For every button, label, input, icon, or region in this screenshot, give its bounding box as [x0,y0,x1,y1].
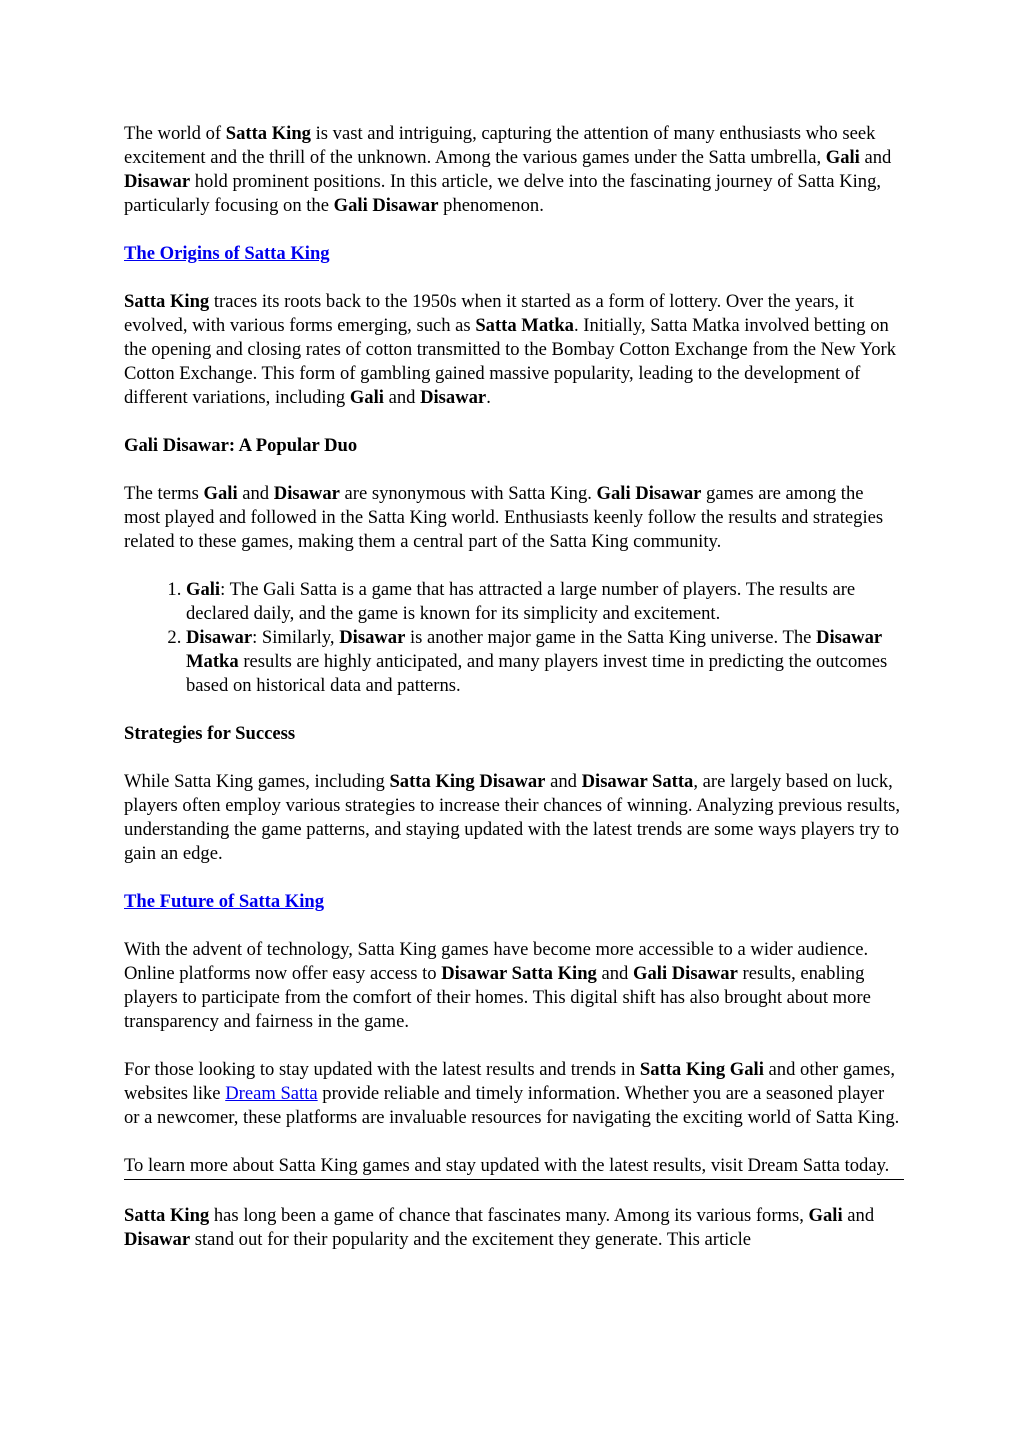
bold-term: Gali [349,387,384,408]
dream-satta-link[interactable]: Dream Satta [225,1083,318,1104]
intro-paragraph [124,122,904,218]
bold-term: Gali [808,1205,843,1226]
origins-heading-block [124,242,904,266]
resources-paragraph [124,1058,904,1130]
second-article-paragraph [124,1204,904,1252]
bold-term: Disawar Satta [581,771,694,792]
future-heading-block [124,890,904,914]
duo-heading: Gali Disawar: A Popular Duo [124,435,358,456]
future-heading-link[interactable]: The Future of Satta King [124,891,325,912]
text-run: and other games, websites like [124,1059,896,1104]
text-run: and [842,1205,875,1226]
text-run: hold prominent positions. In this article, we delve into the fascinating journey of Satta King, particularly focusing on the [124,171,882,216]
text-run: and [383,387,421,408]
origins-heading-link[interactable]: The Origins of Satta King [124,243,330,264]
strategies-heading: Strategies for Success [124,723,296,744]
text-run: results are highly anticipated, and many players invest time in predicting the outcomes based on historical data and patterns. [186,651,888,696]
text-run: . [486,387,491,408]
horizontal-divider [124,1179,904,1180]
bold-term: Gali [825,147,860,168]
text-run: : Similarly, [252,627,340,648]
text-run: : The Gali Satta is a game that has attracted a large number of players. The results are declared daily, and the game is known for its simplicity and excitement. [186,579,856,624]
text-run: games are among the most played and followed in the Satta King world. Enthusiasts keenly follow the results and strategies related to these games, making them a central part of the Satta King community. [124,483,884,552]
games-list [124,578,904,698]
text-run: With the advent of technology, Satta King games have become more accessible to a wider audience. Online platforms now offer easy access to [124,939,869,984]
text-run: , are largely based on luck, players often employ various strategies to increase their chances of winning. Analyzing previous results, understanding the game patterns, and staying updated with the latest trends are some ways players try to gain an edge. [124,771,901,864]
text-run: The terms [124,483,204,504]
future-paragraph [124,938,904,1034]
text-run: and [545,771,582,792]
text-run: The world of [124,123,226,144]
bold-term: Disawar [186,627,253,648]
text-run: results, enabling players to participate from the comfort of their homes. This digital shift has also brought about more transparency and fairness in the game. [124,963,871,1032]
bold-term: Gali [203,483,238,504]
bold-term: Disawar [124,171,191,192]
text-run: phenomenon. [438,195,544,216]
text-run: provide reliable and timely information. Whether you are a seasoned player or a newcomer, these platforms are invaluable resources for navigating the exciting world of Satta King. [124,1083,900,1128]
text-run: For those looking to stay updated with the latest results and trends in [124,1059,640,1080]
text-run: traces its roots back to the 1950s when it started as a form of lottery. Over the years, it evolved, with various forms emerging, such as [124,291,854,336]
bold-term: Disawar [339,627,406,648]
text-run: stand out for their popularity and the excitement they generate. This article [190,1229,751,1250]
bold-term: Disawar [273,483,340,504]
bold-term: Disawar Satta King [441,963,597,984]
bold-term: Disawar [420,387,487,408]
bold-term: Satta King [124,291,210,312]
origins-paragraph [124,290,904,410]
document-body [124,122,904,1276]
bold-term: Disawar Matka [186,627,882,672]
text-run: has long been a game of chance that fascinates many. Among its various forms, [209,1205,809,1226]
list-item-disawar [186,626,904,698]
bold-term: Satta King Gali [639,1059,764,1080]
text-run: is vast and intriguing, capturing the attention of many enthusiasts who seek excitement and the thrill of the unknown. Among the various games under the Satta umbrella, [124,123,876,168]
bold-term: Disawar [124,1229,191,1250]
bold-term: Satta King Disawar [389,771,546,792]
text-run: and [237,483,274,504]
strategies-paragraph [124,770,904,866]
text-run: . Initially, Satta Matka involved betting on the opening and closing rates of cotton transmitted to the Bombay Cotton Exchange from the New York Cotton Exchange. This form of gambling gained massive popularity, leading to the development of different variations, including [124,315,897,408]
bold-term: Gali Disawar [633,963,738,984]
bold-term: Satta King [124,1205,210,1226]
bold-term: Gali Disawar [596,483,702,504]
list-item-gali [186,578,904,626]
bold-term: Satta King [225,123,311,144]
bold-term: Satta Matka [475,315,574,336]
text-run: are synonymous with Satta King. [339,483,597,504]
closing-paragraph: To learn more about Satta King games and stay updated with the latest results, visit Dream Satta today. [124,1155,890,1176]
duo-paragraph [124,482,904,554]
text-run: and [859,147,892,168]
bold-term: Gali [186,579,221,600]
text-run: and [596,963,634,984]
text-run: While Satta King games, including [124,771,390,792]
text-run: is another major game in the Satta King universe. The [405,627,817,648]
bold-term: Gali Disawar [333,195,439,216]
